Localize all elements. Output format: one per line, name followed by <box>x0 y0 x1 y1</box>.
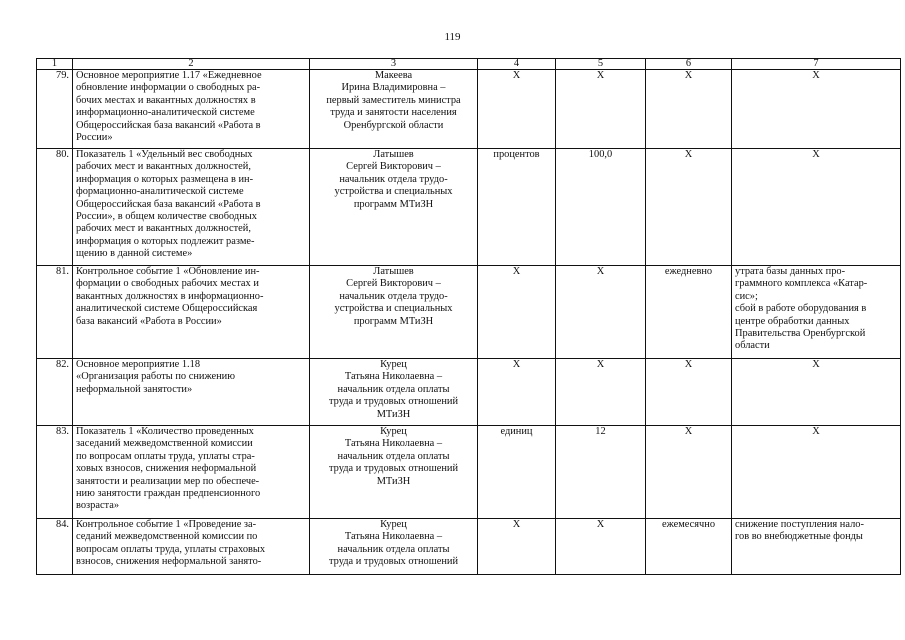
row-risk: Х <box>732 149 901 266</box>
row-name: Основное мероприятие 1.18 «Организация работы по снижению неформальной занятости» <box>73 359 310 426</box>
row-risk: Х <box>732 426 901 519</box>
row-number: 83. <box>37 426 73 519</box>
row-number: 80. <box>37 149 73 266</box>
row-period: Х <box>646 70 732 149</box>
row-unit: единиц <box>478 426 556 519</box>
row-number: 82. <box>37 359 73 426</box>
column-header: 7 <box>732 59 901 70</box>
column-header: 1 <box>37 59 73 70</box>
column-header: 2 <box>73 59 310 70</box>
header-row <box>37 59 901 70</box>
row-value: Х <box>556 70 646 149</box>
row-responsible: Курец Татьяна Николаевна – начальник отдела оплаты труда и трудовых отношений МТиЗН <box>310 426 478 519</box>
row-name: Основное мероприятие 1.17 «Ежедневное обновление информации о свободных ра- бочих местах и вакантных должностях в информационно-аналитической системе Общероссийская база вакансий «Работа в России» <box>73 70 310 149</box>
row-responsible: Курец Татьяна Николаевна – начальник отдела оплаты труда и трудовых отношений МТиЗН <box>310 359 478 426</box>
row-number: 81. <box>37 266 73 359</box>
row-unit: процентов <box>478 149 556 266</box>
row-number: 84. <box>37 519 73 575</box>
table-row <box>37 519 901 575</box>
column-header: 3 <box>310 59 478 70</box>
measures-table <box>36 58 901 575</box>
table-row <box>37 426 901 519</box>
table-row <box>37 359 901 426</box>
row-value: 100,0 <box>556 149 646 266</box>
row-period: ежемесячно <box>646 519 732 575</box>
row-number: 79. <box>37 70 73 149</box>
row-unit: Х <box>478 266 556 359</box>
page-number: 119 <box>444 31 461 43</box>
row-value: Х <box>556 266 646 359</box>
row-name: Показатель 1 «Количество проведенных заседаний межведомственной комиссии по вопросам оплаты труда, уплаты стра- ховых взносов, снижения неформальной занятости и реализации мер по обеспече- нию занятости граждан предпенсионного возраста» <box>73 426 310 519</box>
row-name: Показатель 1 «Удельный вес свободных рабочих мест и вакантных должностей, информация о которых размещена в ин- формационно-аналитической системе Общероссийская база вакансий «Работа в России», в общем количестве свободных рабочих мест и вакантных должностей, информация о которых подлежит разме- щению в данной системе» <box>73 149 310 266</box>
row-name: Контрольное событие 1 «Обновление ин- формации о свободных рабочих местах и вакантных должностях в информационно- аналитической системе Общероссийская база вакансий «Работа в России» <box>73 266 310 359</box>
table-row <box>37 149 901 266</box>
row-period: ежедневно <box>646 266 732 359</box>
row-risk: снижение поступления нало- гов во внебюджетные фонды <box>732 519 901 575</box>
row-value: Х <box>556 359 646 426</box>
column-header: 5 <box>556 59 646 70</box>
row-responsible: Курец Татьяна Николаевна – начальник отдела оплаты труда и трудовых отношений <box>310 519 478 575</box>
row-unit: Х <box>478 359 556 426</box>
table-row <box>37 70 901 149</box>
row-period: Х <box>646 426 732 519</box>
row-risk: утрата базы данных про- граммного комплекса «Катар- сис»; сбой в работе оборудования в центре обработки данных Правительства Оренбургской области <box>732 266 901 359</box>
row-value: Х <box>556 519 646 575</box>
row-unit: Х <box>478 70 556 149</box>
row-responsible: Латышев Сергей Викторович – начальник отдела трудо- устройства и специальных программ МТиЗН <box>310 149 478 266</box>
row-responsible: Макеева Ирина Владимировна – первый заместитель министра труда и занятости населения Оренбургской области <box>310 70 478 149</box>
row-period: Х <box>646 149 732 266</box>
row-risk: Х <box>732 359 901 426</box>
table-row <box>37 266 901 359</box>
row-name: Контрольное событие 1 «Проведение за- седаний межведомственной комиссии по вопросам оплаты труда, уплаты страховых взносов, снижения неформальной занято- <box>73 519 310 575</box>
row-period: Х <box>646 359 732 426</box>
row-risk: Х <box>732 70 901 149</box>
row-value: 12 <box>556 426 646 519</box>
column-header: 4 <box>478 59 556 70</box>
row-responsible: Латышев Сергей Викторович – начальник отдела трудо- устройства и специальных программ МТиЗН <box>310 266 478 359</box>
row-unit: Х <box>478 519 556 575</box>
column-header: 6 <box>646 59 732 70</box>
